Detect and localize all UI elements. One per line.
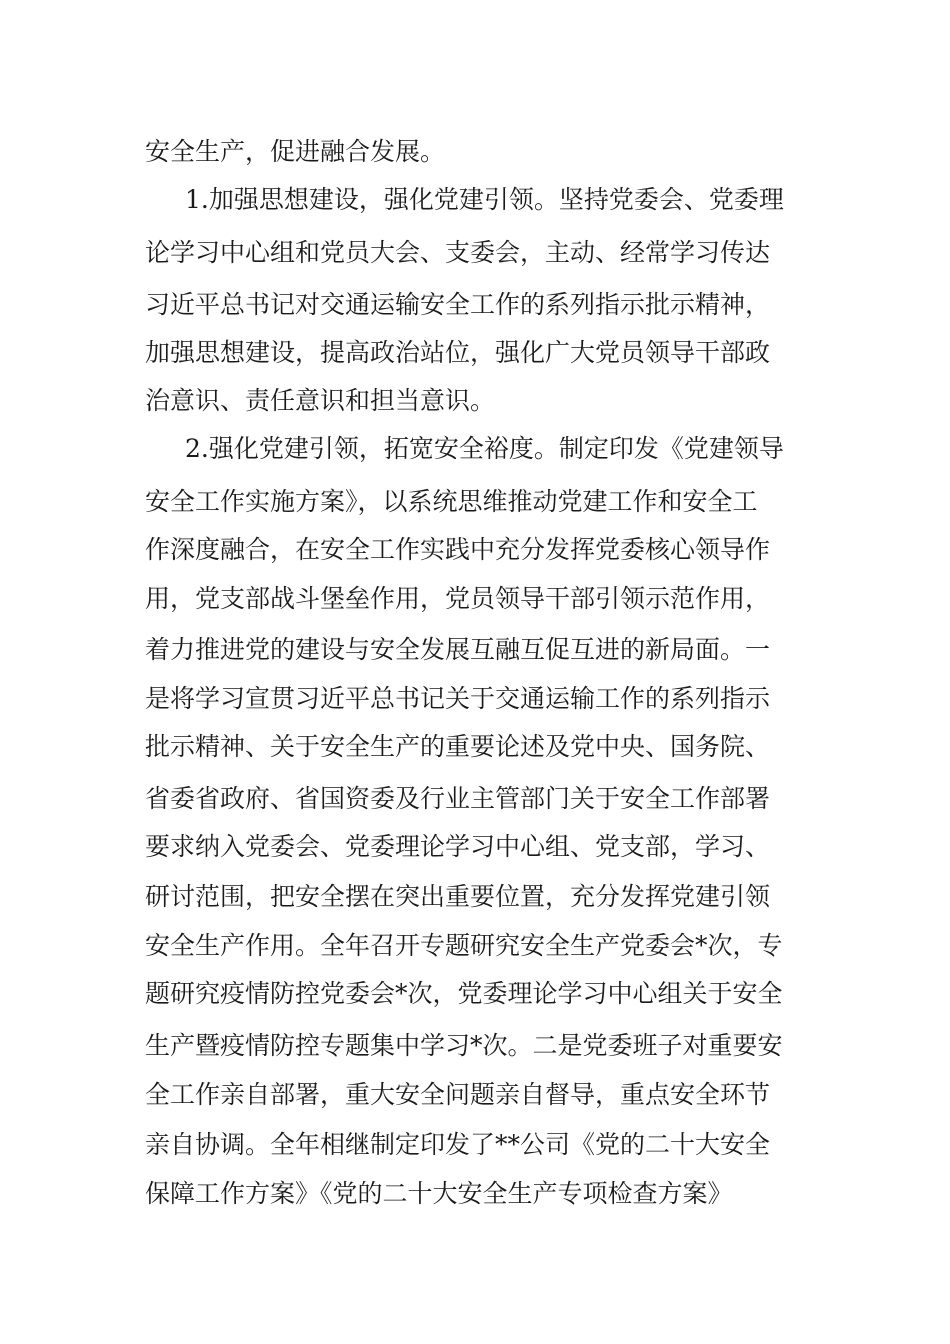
text-line: 保障工作方案》《党的二十大安全生产专项检查方案》	[145, 1179, 733, 1208]
text-line: 安全生产作用。全年召开专题研究安全生产党委会*次，专	[145, 931, 783, 960]
text-line: 着力推进党的建设与安全发展互融互促互进的新局面。一	[145, 635, 771, 664]
text-line: 作深度融合，在安全工作实践中充分发挥党委核心领导作	[145, 535, 771, 564]
text-line: 论学习中心组和党员大会、支委会，主动、经常学习传达	[145, 238, 771, 267]
text-line: 用，党支部战斗堡垒作用，党员领导干部引领示范作用，	[145, 584, 771, 613]
text-line: 省委省政府、省国资委及行业主管部门关于安全工作部署	[145, 784, 771, 813]
text-line: 生产暨疫情防控专题集中学习*次。二是党委班子对重要安	[145, 1031, 783, 1060]
text-line: 研讨范围，把安全摆在突出重要位置，充分发挥党建引领	[145, 882, 771, 911]
text-line: 亲自协调。全年相继制定印发了**公司《党的二十大安全	[145, 1130, 771, 1159]
text-line: 是将学习宣贯习近平总书记关于交通运输工作的系列指示	[145, 684, 771, 713]
paragraph-1-heading-line: 1.加强思想建设，强化党建引领。坚持党委会、党委理	[185, 185, 784, 214]
text-line: 加强思想建设，提高政治站位，强化广大党员领导干部政	[145, 338, 771, 367]
text-line: 题研究疫情防控党委会*次，党委理论学习中心组关于安全	[145, 979, 783, 1008]
text-line: 安全生产，促进融合发展。	[145, 137, 446, 166]
text-line: 全工作亲自部署，重大安全问题亲自督导，重点安全环节	[145, 1080, 771, 1109]
text-line: 治意识、责任意识和担当意识。	[145, 386, 496, 415]
text-line: 要求纳入党委会、党委理论学习中心组、党支部，学习、	[145, 832, 771, 861]
text-line: 习近平总书记对交通运输安全工作的系列指示批示精神，	[145, 290, 771, 319]
text-line: 批示精神、关于安全生产的重要论述及党中央、国务院、	[145, 732, 771, 761]
text-line: 安全工作实施方案》，以系统思维推动党建工作和安全工	[145, 487, 758, 516]
paragraph-2-heading-line: 2.强化党建引领，拓宽安全裕度。制定印发《党建领导	[185, 434, 784, 463]
